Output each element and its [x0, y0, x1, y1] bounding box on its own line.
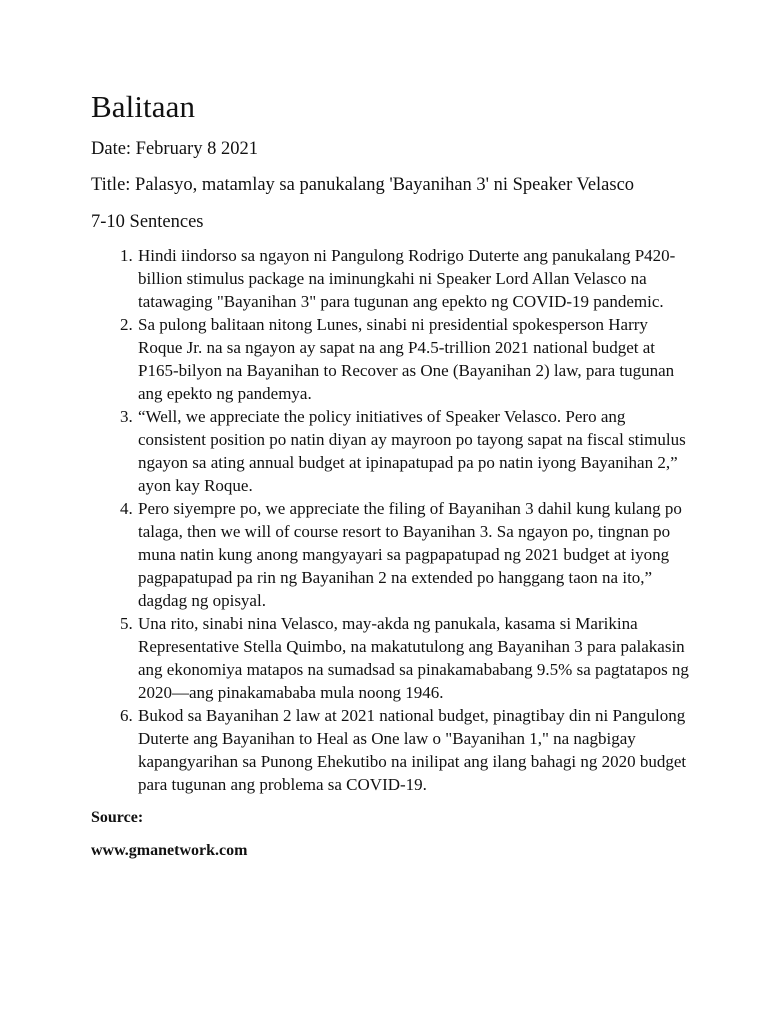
title-line: Title: Palasyo, matamlay sa panukalang 'Bayanihan 3' ni Speaker Velasco	[91, 175, 635, 195]
source-url: www.gmanetwork.com	[91, 842, 248, 859]
document-page	[91, 88, 691, 862]
sentences-subheading: 7-10 Sentences	[91, 212, 204, 232]
list-item: 2. Sa pulong balitaan nitong Lunes, sinabi ni presidential spokesperson Harry Roque Jr. na sa ngayon ay sapat na ang P4.5-trillion 2021 national budget at P165-bilyon na Bayanihan to Recover as One (Bayanihan 2) law, para tugunan ang epekto ng pandemya.	[137, 313, 691, 405]
list-item: 1. Hindi iindorso sa ngayon ni Pangulong Rodrigo Duterte ang panukalang P420-billion stimulus package na iminungkahi ni Speaker Lord Allan Velasco na tatawaging "Bayanihan 3" para tugunan ang epekto ng COVID-19 pandemic.	[137, 244, 691, 313]
sentence-list	[91, 244, 691, 796]
source-label: Source:	[91, 809, 144, 826]
date-line: Date: February 8 2021	[91, 139, 258, 159]
list-item: 6. Bukod sa Bayanihan 2 law at 2021 national budget, pinagtibay din ni Pangulong Duterte ang Bayanihan to Heal as One law o "Bayanihan 1," na nagbigay kapangyarihan sa Punong Ehekutibo na inilipat ang ilang bahagi ng 2020 budget para tugunan ang problema sa COVID-19.	[137, 704, 691, 796]
list-item: 4. Pero siyempre po, we appreciate the filing of Bayanihan 3 dahil kung kulang po talaga, then we will of course resort to Bayanihan 3. Sa ngayon po, tingnan po muna natin kung anong mangyayari sa pagpapatupad ng 2021 budget at iyong pagpapatupad pa rin ng Bayanihan 2 na extended po hanggang taon na ito,” dagdag ng opisyal.	[137, 497, 691, 612]
document-heading: Balitaan	[91, 89, 196, 124]
list-item: 3. “Well, we appreciate the policy initiatives of Speaker Velasco. Pero ang consistent position po natin diyan ay mayroon po tayong sapat na fiscal stimulus ngayon sa ating annual budget at ipinapatupad pa po natin iyong Bayanihan 2,” ayon kay Roque.	[137, 405, 691, 497]
list-item: 5. Una rito, sinabi nina Velasco, may-akda ng panukala, kasama si Marikina Representative Stella Quimbo, na makatutulong ang Bayanihan 3 para palakasin ang ekonomiya matapos na sumadsad sa pinakamababang 9.5% sa pagtatapos ng 2020—ang pinakamababa mula noong 1946.	[137, 612, 691, 704]
